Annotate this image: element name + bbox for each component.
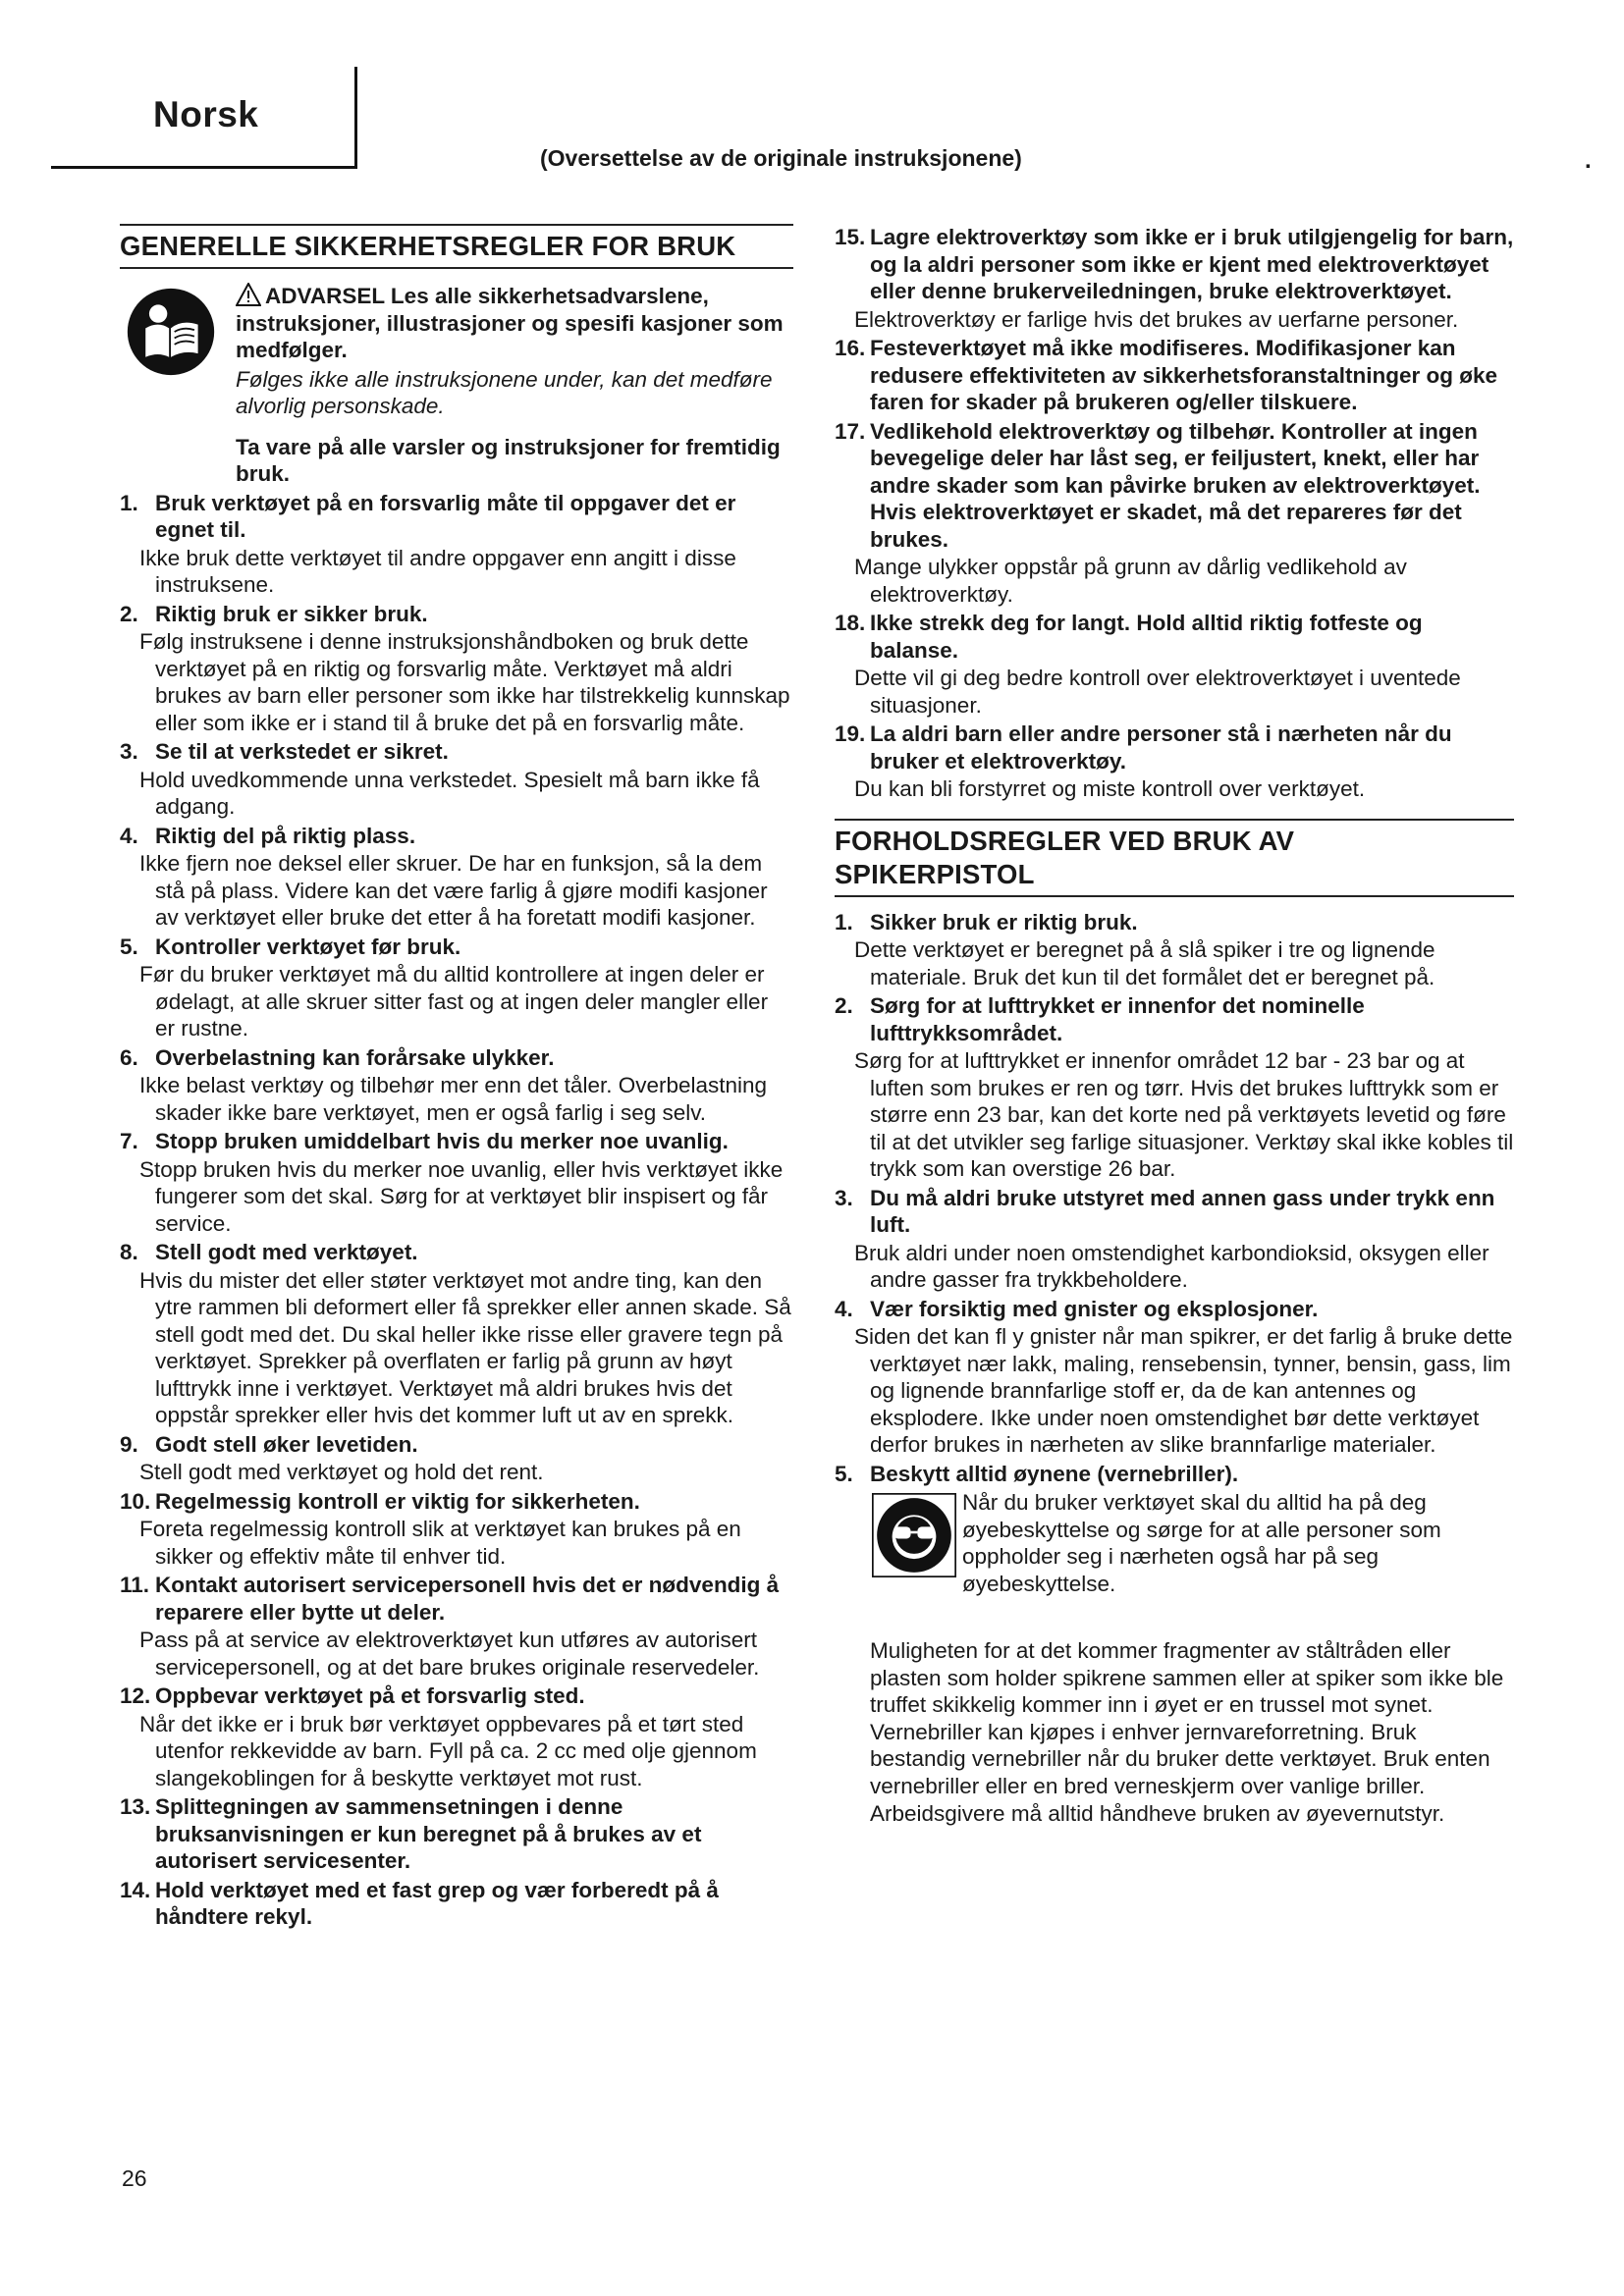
page-number: 26 — [122, 2165, 147, 2191]
item-body: Ikke belast verktøy og tilbehør mer enn det tåler. Overbelastning skader ikke bare verktøyet, men er også farlig i seg selv. — [139, 1073, 768, 1125]
item-title: Bruk verktøyet på en forsvarlig måte til oppgaver det er egnet til. — [155, 490, 736, 542]
item-title: Godt stell øker levetiden. — [155, 1431, 418, 1457]
item-body: Dette vil gi deg bedre kontroll over elektroverktøyet i uventede situasjoner. — [854, 666, 1461, 718]
list-item — [120, 1572, 793, 1681]
list-item — [835, 1296, 1514, 1459]
warning-head — [236, 283, 793, 364]
item-body: Hold uvedkommende unna verkstedet. Spesielt må barn ikke få adgang. — [139, 767, 760, 819]
list-item — [120, 1488, 793, 1571]
item-body: Du kan bli forstyrret og miste kontroll over verktøyet. — [854, 776, 1366, 801]
header-dot: . — [1585, 147, 1592, 174]
spacer — [835, 897, 1514, 907]
list-item — [835, 909, 1514, 991]
eye-body-text: Når du bruker verktøyet skal du alltid ha på deg øyebeskyttelse og sørge for at alle personer som oppholder seg i nærheten også har på seg øyebeskyttelse. — [962, 1490, 1441, 1596]
item-title: Lagre elektroverktøy som ikke er i bruk utilgjengelig for barn, og la aldri personer som ikke er kjent med elektroverktøyet eller denne brukerveiledningen, bruke elektroverktøyet. — [870, 225, 1514, 303]
list-item — [120, 1793, 793, 1875]
item-number: 13. — [120, 1794, 151, 1819]
left-items — [120, 490, 793, 1931]
item-number: 6. — [120, 1044, 138, 1070]
warning-keep: Ta vare på alle varsler og instruksjoner for fremtidig bruk. — [236, 434, 781, 486]
item-title: Stell godt med verktøyet. — [155, 1240, 418, 1264]
item-number: 9. — [120, 1431, 138, 1457]
item-number: 4. — [835, 1296, 853, 1321]
item-number: 16. — [835, 336, 866, 360]
item-body: Stopp bruken hvis du merker noe uvanlig, eller hvis verktøyet ikke fungerer som det skal. Sørg for at verktøyet blir inspisert og får service. — [139, 1156, 784, 1236]
list-item — [120, 1239, 793, 1429]
item-title: Splittegningen av sammensetningen i denne bruksanvisningen er kun beregnet på å brukes av et autorisert servicesenter. — [155, 1794, 702, 1873]
language-tab — [51, 67, 357, 169]
section-title-nailer — [835, 819, 1514, 897]
list-item — [835, 335, 1514, 416]
item-title: Du må aldri bruke utstyret med annen gass under trykk enn luft. — [870, 1185, 1495, 1237]
item-title: Regelmessig kontroll er viktig for sikkerheten. — [155, 1488, 640, 1514]
item-title: Se til at verkstedet er sikret. — [155, 739, 449, 764]
list-item — [835, 610, 1514, 719]
item-number: 10. — [120, 1488, 151, 1514]
item-title: Oppbevar verktøyet på et forsvarlig sted. — [155, 1683, 585, 1708]
item-title: Stopp bruken umiddelbart hvis du merker noe uvanlig. — [155, 1129, 729, 1153]
item-title: Riktig bruk er sikker bruk. — [155, 601, 428, 626]
right-column — [835, 222, 1514, 1828]
section-title-general: GENERELLE SIKKERHETSREGLER FOR BRUK — [120, 224, 793, 269]
item-number: 14. — [120, 1877, 151, 1902]
item-title: Sørg for at lufttrykket er innenfor det nominelle lufttrykksområdet. — [870, 993, 1365, 1045]
item-number: 5. — [120, 934, 138, 959]
right-items-top — [835, 224, 1514, 803]
item-body: Når det ikke er i bruk bør verktøyet oppbevares på et tørt sted utenfor rekkevidde av barn. Fyll på ca. 2 cc med olje gjennom slangekoblingen for å beskytte verktøyet mot rust. — [139, 1711, 757, 1790]
read-manual-icon — [126, 287, 216, 377]
item-body: Følg instruksene i denne instruksjonshåndboken og bruk dette verktøyet på en riktig og forsvarlig måte. Verktøyet må aldri brukes av barn eller personer som ikke har tilstrekkelig kunnskap eller som ikke er i stand til å bruke det på en forsvarlig måte. — [139, 629, 790, 735]
item-body: Siden det kan fl y gnister når man spikrer, er det farlig å bruke dette verktøyet nær lakk, maling, rensebensin, tynner, bensin, gass, lim og lignende brannfarlige stoff er, da de kan antennes og eksplodere. Ikke under noen omstendighet bør dette verktøyet derfor brukes in nærheten av slike brannfarlige materialer. — [854, 1324, 1513, 1457]
warning-block — [120, 283, 793, 488]
item-title: Vær forsiktig med gnister og eksplosjoner. — [870, 1296, 1319, 1321]
eye-body-after: Muligheten for at det kommer fragmenter av ståltråden eller plasten som holder spikrene sammen eller at spiker som ikke ble truffet skikkelig kommer inn i øyet er en trussel mot synet. Vernebriller kan kjøpes i enhver jernvareforretning. Bruk bestandig vernebriller når du bruker dette verktøyet. Bruk enten vernebriller eller en bred verneskjerm over vanlige briller. — [870, 1638, 1504, 1798]
item-title: Hold verktøyet med et fast grep og vær forberedt på å håndtere rekyl. — [155, 1877, 719, 1929]
list-item — [120, 1044, 793, 1127]
warning-triangle-icon — [236, 283, 261, 306]
item-number: 4. — [120, 823, 138, 848]
item-body: Elektroverktøy er farlige hvis det brukes av uerfarne personer. — [854, 306, 1459, 332]
item-number: 17. — [835, 418, 866, 444]
eye-protection-block — [835, 1489, 1514, 1636]
item-number: 2. — [835, 993, 853, 1018]
list-item — [120, 738, 793, 821]
list-item — [120, 490, 793, 599]
item-title: La aldri barn eller andre personer stå i nærheten når du bruker et elektroverktøy. — [870, 721, 1452, 774]
item-body: Mange ulykker oppstår på grunn av dårlig vedlikehold av elektroverktøy. — [854, 555, 1407, 607]
list-item — [120, 1431, 793, 1486]
item-title: Vedlikehold elektroverktøy og tilbehør. Kontroller at ingen bevegelige deler har låst seg, er feiljustert, knekt, eller har andre skader som kan påvirke bruken av elektroverktøyet. Hvis elektroverktøyet er skadet, må det repareres før det brukes. — [870, 418, 1481, 552]
list-item — [835, 1185, 1514, 1294]
list-item-eye-protection — [835, 1461, 1514, 1828]
item-title: Sikker bruk er riktig bruk. — [870, 909, 1138, 934]
item-title: Overbelastning kan forårsake ulykker. — [155, 1044, 555, 1070]
item-number: 1. — [120, 490, 138, 515]
item-body: Pass på at service av elektroverktøyet kun utføres av autorisert servicepersonell, og at det bare brukes originale reservedeler. — [139, 1628, 760, 1680]
item-title: Ikke strekk deg for langt. Hold alltid riktig fotfeste og balanse. — [870, 611, 1423, 663]
item-number: 3. — [835, 1185, 853, 1210]
item-title: Kontroller verktøyet før bruk. — [155, 934, 461, 959]
item-title: Beskytt alltid øynene (vernebriller). — [870, 1461, 1239, 1486]
item-body: Ikke fjern noe deksel eller skruer. De har en funksjon, så la dem stå på plass. Videre kan det være farlig å gjøre modifi kasjoner av verktøyet eller bruke det etter å ha foretatt modifi kasjoner. — [139, 851, 768, 930]
item-number: 19. — [835, 721, 866, 746]
left-column — [120, 224, 793, 1931]
warning-italic: Følges ikke alle instruksjonene under, kan det medføre alvorlig personskade. — [236, 366, 773, 418]
list-item — [120, 823, 793, 932]
item-number: 7. — [120, 1129, 138, 1153]
list-item — [120, 1877, 793, 1931]
item-title: Riktig del på riktig plass. — [155, 823, 416, 848]
item-number: 11. — [120, 1573, 150, 1597]
item-number: 12. — [120, 1683, 151, 1708]
item-number: 15. — [835, 225, 866, 249]
item-title: Kontakt autorisert servicepersonell hvis det er nødvendig å reparere eller bytte ut deler. — [155, 1573, 780, 1625]
list-item — [835, 721, 1514, 803]
item-title: Festeverktøyet må ikke modifiseres. Modifikasjoner kan redusere effektiviteten av sikkerhetsforanstaltninger og øke faren for skader på brukeren og/eller tilskuere. — [870, 336, 1497, 414]
eye-body-end: Arbeidsgivere må alltid håndheve bruken av øyevernutstyr. — [870, 1801, 1445, 1826]
item-body: Bruk aldri under noen omstendighet karbondioksid, oksygen eller andre gasser fra trykkbeholdere. — [854, 1240, 1489, 1292]
eye-protection-icon — [872, 1493, 956, 1577]
section-title-line1: FORHOLDSREGLER VED BRUK AV — [835, 825, 1295, 856]
section-title-line2: SPIKERPISTOL — [835, 858, 1035, 889]
item-body: Stell godt med verktøyet og hold det rent. — [139, 1460, 544, 1484]
item-body: Foreta regelmessig kontroll slik at verktøyet kan brukes på en sikker og effektiv måte til enhver tid. — [139, 1517, 741, 1569]
item-number: 3. — [120, 739, 138, 764]
list-item — [120, 1128, 793, 1237]
spacer — [835, 803, 1514, 819]
item-body: Ikke bruk dette verktøyet til andre oppgaver enn angitt i disse instruksene. — [139, 545, 736, 597]
right-items-bottom — [835, 909, 1514, 1828]
translation-subtitle: (Oversettelse av de originale instruksjonene) — [540, 145, 1022, 171]
warning-head-text: ADVARSEL Les alle sikkerhetsadvarslene, instruksjoner, illustrasjoner og spesifi kasjoner som medfølger. — [236, 284, 784, 362]
list-item — [120, 601, 793, 737]
language-label: Norsk — [153, 94, 259, 134]
item-number: 5. — [835, 1461, 853, 1486]
item-number: 8. — [120, 1240, 138, 1264]
list-item — [835, 992, 1514, 1183]
item-body: Sørg for at lufttrykket er innenfor området 12 bar - 23 bar og at luften som brukes er ren og tørr. Hvis det brukes lufttrykk som er større enn 23 bar, kan det korte ned på verktøyets levetid og føre til at det utvikler seg farlige situasjoner. Verktøy skal ikke kobles til trykk som kan overstige 26 bar. — [854, 1048, 1514, 1181]
item-body: Dette verktøyet er beregnet på å slå spiker i tre og lignende materiale. Bruk det kun til det formålet det er beregnet på. — [854, 937, 1435, 989]
list-item — [120, 1682, 793, 1791]
item-number: 2. — [120, 601, 138, 626]
item-number: 1. — [835, 909, 853, 934]
list-item — [835, 418, 1514, 609]
item-number: 18. — [835, 611, 866, 635]
item-body: Hvis du mister det eller støter verktøyet mot andre ting, kan den ytre rammen bli deformert eller få sprekker eller annen skade. Så stell godt med det. Du skal heller ikke risse eller gravere tegn på verktøyet. Sprekker på overflaten er farlig på grunn av høyt lufttrykk inne i verktøyet. Verktøyet må aldri brukes hvis det oppstår sprekker eller hvis det kommer luft ut av en sprekk. — [139, 1267, 791, 1427]
item-body: Før du bruker verktøyet må du alltid kontrollere at ingen deler er ødelagt, at alle skruer sitter fast og at ingen deler mangler eller er rustne. — [139, 962, 769, 1041]
list-item — [835, 224, 1514, 333]
list-item — [120, 934, 793, 1042]
